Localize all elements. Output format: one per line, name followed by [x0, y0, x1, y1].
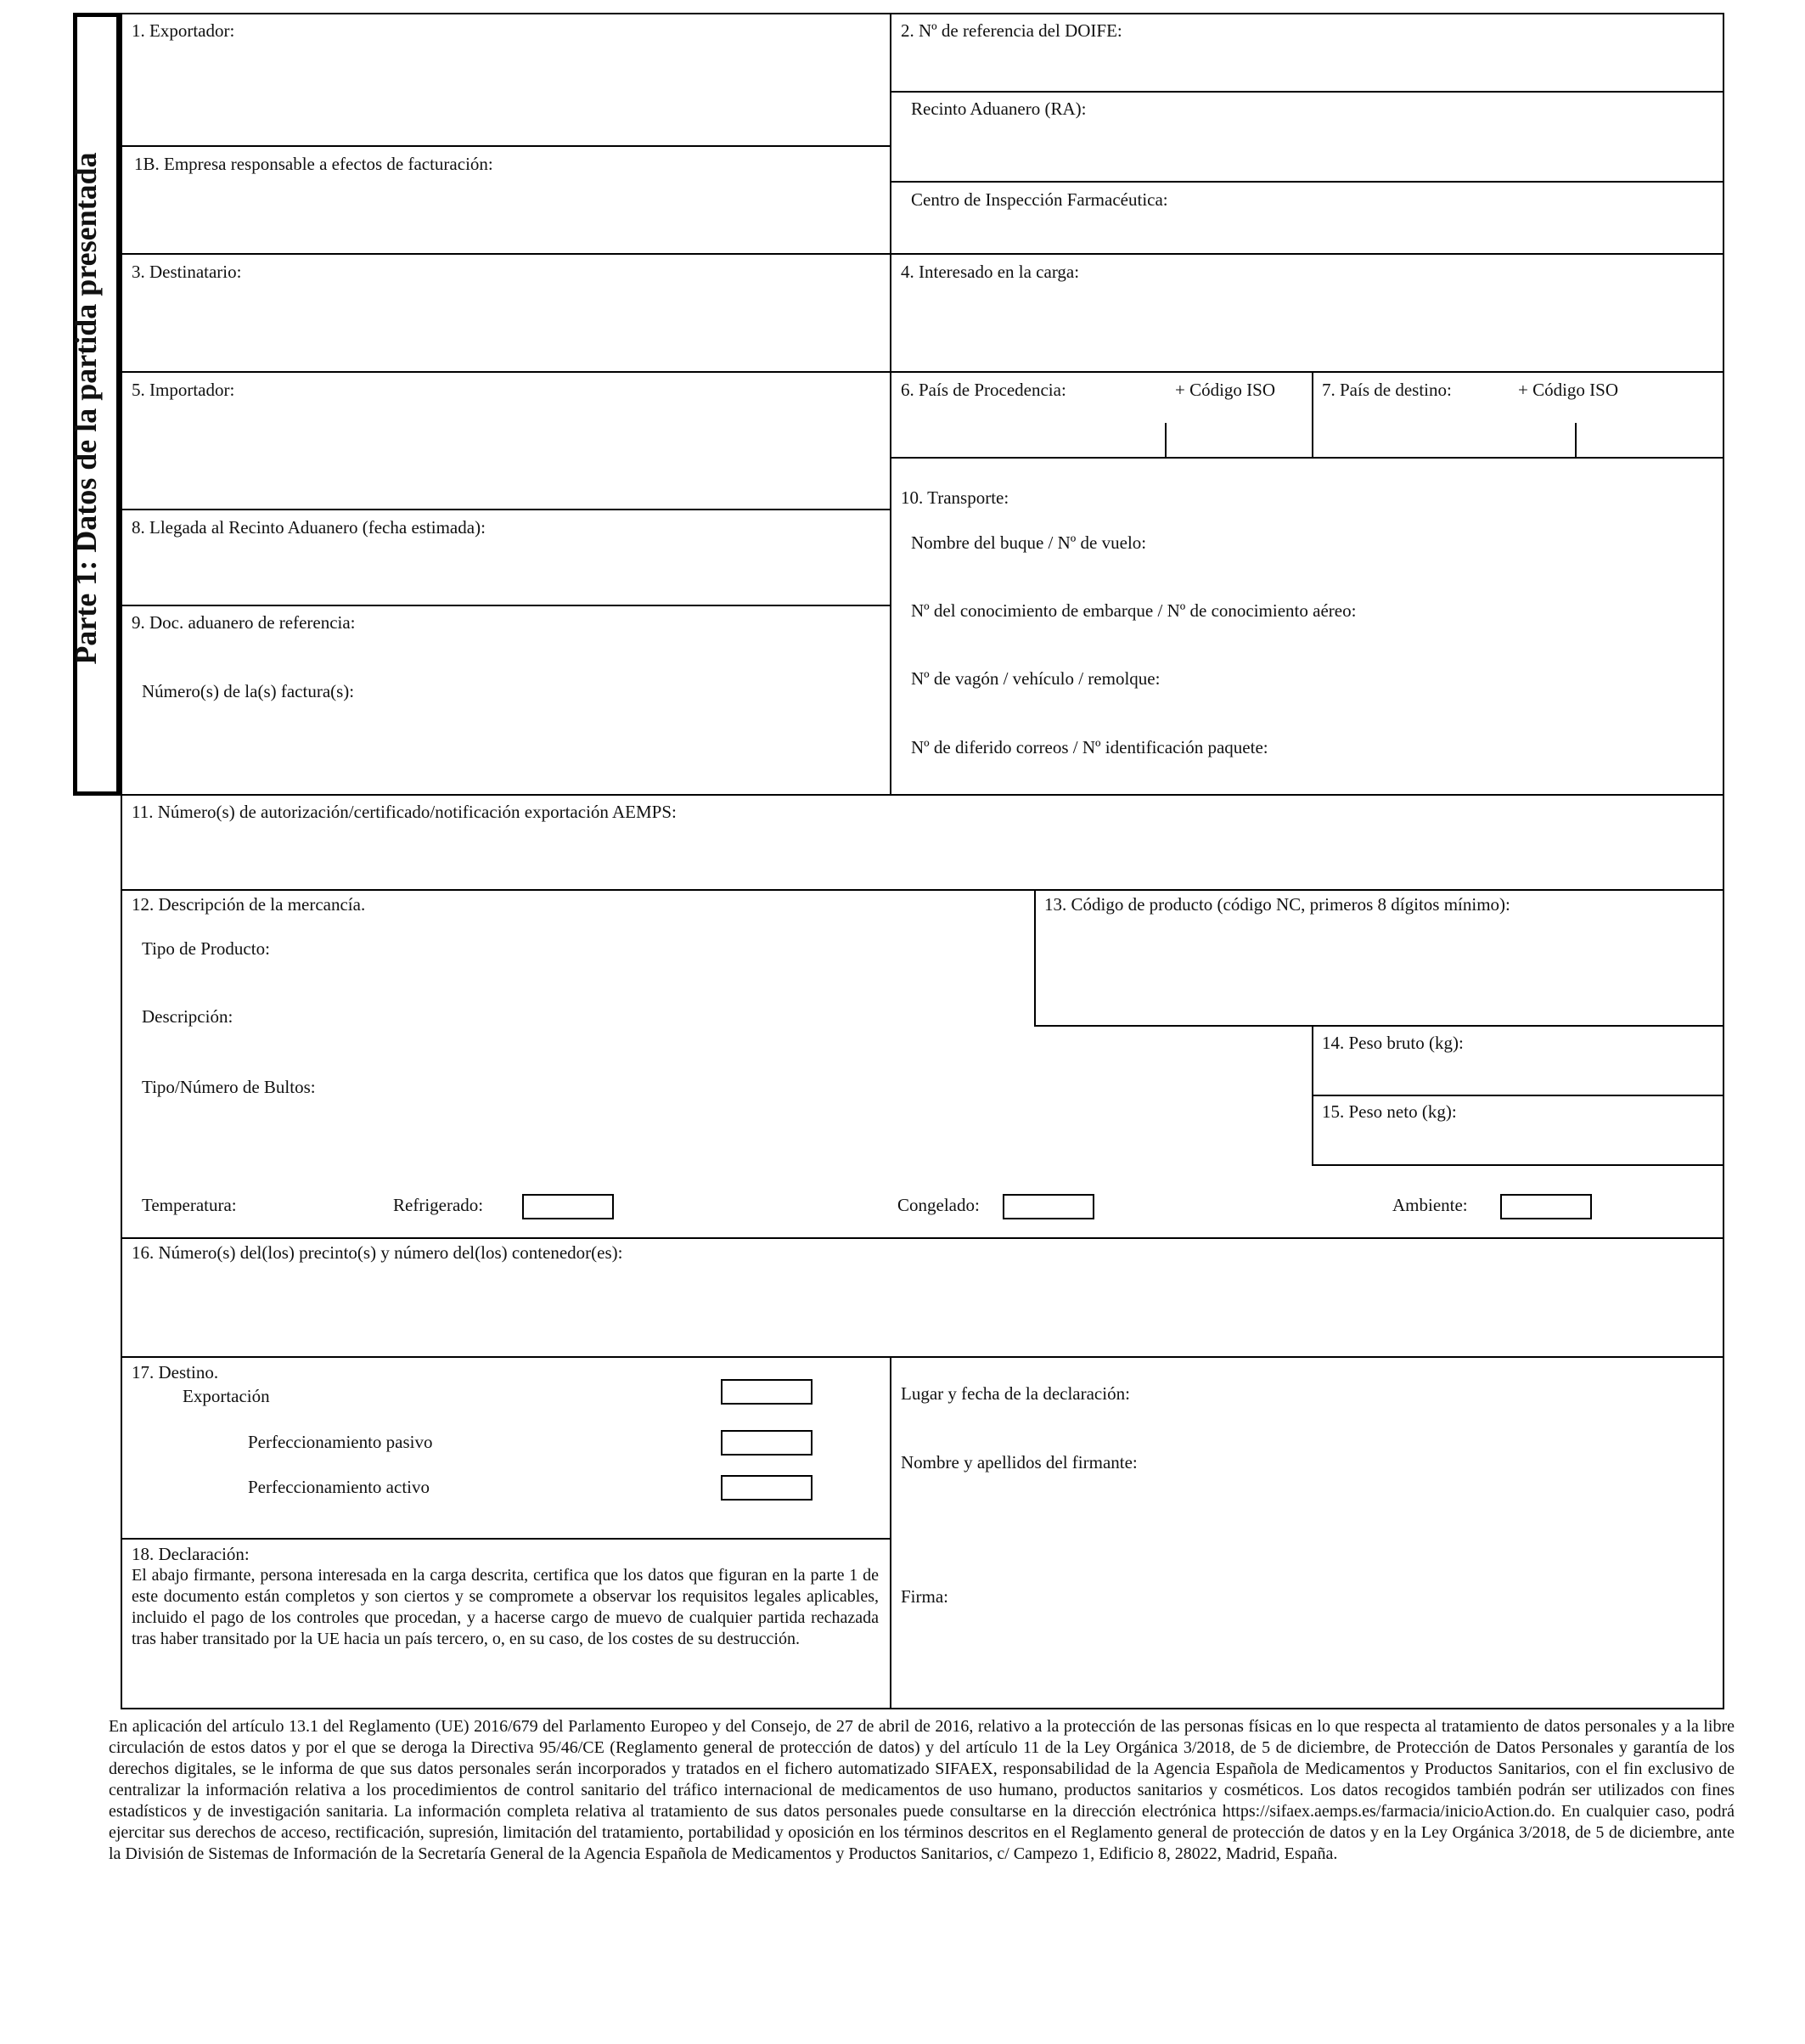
signature-label: Firma:	[901, 1586, 948, 1607]
declaration-label: 18. Declaración:	[132, 1544, 250, 1564]
customs-doc-label: 9. Doc. aduanero de referencia:	[132, 612, 356, 633]
importer-label: 5. Importador:	[132, 380, 235, 400]
export-label: Exportación	[183, 1386, 270, 1406]
authorization-label: 11. Número(s) de autorización/certificado/notificación exportación AEMPS:	[132, 802, 677, 822]
goods-description-label: 12. Descripción de la mercancía.	[132, 894, 366, 915]
invoice-numbers-label: Número(s) de la(s) factura(s):	[142, 681, 355, 701]
gross-weight-label: 14. Peso bruto (kg):	[1322, 1033, 1464, 1053]
destination-country-label: 7. País de destino:	[1322, 380, 1452, 400]
ambient-label: Ambiente:	[1392, 1195, 1468, 1215]
packages-label: Tipo/Número de Bultos:	[142, 1077, 316, 1097]
frozen-checkbox[interactable]	[1003, 1194, 1094, 1219]
postal-parcel-label: Nº de diferido correos / Nº identificación paquete:	[911, 737, 1268, 757]
refrigerated-label: Refrigerado:	[393, 1195, 484, 1215]
cargo-interested-label: 4. Interesado en la carga:	[901, 262, 1080, 282]
destination-purpose-label: 17. Destino.	[132, 1362, 219, 1382]
origin-iso-label: + Código ISO	[1175, 380, 1276, 400]
vessel-flight-label: Nombre del buque / Nº de vuelo:	[911, 532, 1147, 553]
data-protection-notice: En aplicación del artículo 13.1 del Reglamento (UE) 2016/679 del Parlamento Europeo y del Consejo, de 27 de abril de 2016, relativo a la protección de las personas físicas en lo que respecta al tratamiento de datos personales y a la libre circulación de estos datos y por el que se deroga la Directiva 95/46/CE (Reglamento general de protección de datos) y del artículo 11 de la Ley Orgánica 3/2018, de 5 de diciembre, de Protección de Datos Personales y garantía de los derechos digitales, se le informa de que sus datos personales serán incorporados y tratados en el fichero automatizado SIFAEX, responsabilidad de la Agencia Española de Medicamentos y Productos Sanitarios, con el fin exclusivo de centralizar la información relativa a los procedimientos de control sanitario del tráfico internacional de medicamentos de uso humano, productos sanitarios y cosméticos. Los datos recogidos también podrán ser utilizados con fines estadísticos y de investigación sanitaria. La información completa relativa al tratamiento de sus datos personales puede consultarse en la dirección electrónica https://sifaex.aemps.es/farmacia/inicioAction.do. En cualquier caso, podrá ejercitar sus derechos de acceso, rectificación, supresión, limitación del tratamiento, portabilidad y oposición en los términos descritos en el Reglamento general de protección de datos y en la Ley Orgánica 3/2018, de 5 de diciembre, ante la División de Sistemas de Información de la Secretaría General de la Agencia Española de Medicamentos y Productos Sanitarios, c/ Campezo 1, Edificio 8, 28022, Madrid, España.	[109, 1717, 1735, 1863]
active-processing-checkbox[interactable]	[721, 1475, 813, 1501]
place-date-label: Lugar y fecha de la declaración:	[901, 1383, 1130, 1404]
arrival-date-label: 8. Llegada al Recinto Aduanero (fecha estimada):	[132, 517, 486, 538]
signer-name-label: Nombre y apellidos del firmante:	[901, 1452, 1138, 1472]
part-title: Parte 1: Datos de la partida presentada	[69, 152, 103, 665]
destination-iso-label: + Código ISO	[1518, 380, 1619, 400]
seals-containers-label: 16. Número(s) del(los) precinto(s) y número del(los) contenedor(es):	[132, 1242, 623, 1263]
active-processing-label: Perfeccionamiento activo	[248, 1477, 430, 1497]
declaration-text: El abajo firmante, persona interesada en la carga descrita, certifica que los datos que figuran en la parte 1 de este documento están completos y son ciertos y se compromete a observar los requisitos legales aplicables, incluido el pago de los controles que procedan, y a hacerse cargo de muevo de cualquier partida rechazada tras haber transitado por la UE hacia un país tercero, o, en su caso, de los costes de su destrucción.	[132, 1566, 879, 1648]
ambient-checkbox[interactable]	[1500, 1194, 1592, 1219]
origin-country-label: 6. País de Procedencia:	[901, 380, 1066, 400]
wagon-vehicle-label: Nº de vagón / vehículo / remolque:	[911, 668, 1161, 689]
description-label: Descripción:	[142, 1006, 233, 1027]
product-type-label: Tipo de Producto:	[142, 938, 270, 959]
temperature-label: Temperatura:	[142, 1195, 237, 1215]
passive-processing-label: Perfeccionamiento pasivo	[248, 1432, 433, 1452]
consignee-label: 3. Destinatario:	[132, 262, 242, 282]
doife-reference-label: 2. Nº de referencia del DOIFE:	[901, 20, 1122, 41]
billing-company-label: 1B. Empresa responsable a efectos de facturación:	[134, 154, 493, 174]
export-checkbox[interactable]	[721, 1379, 813, 1405]
passive-processing-checkbox[interactable]	[721, 1430, 813, 1456]
exporter-label: 1. Exportador:	[132, 20, 235, 41]
frozen-label: Congelado:	[897, 1195, 980, 1215]
net-weight-label: 15. Peso neto (kg):	[1322, 1101, 1457, 1122]
product-code-label: 13. Código de producto (código NC, primeros 8 dígitos mínimo):	[1044, 894, 1510, 915]
transport-label: 10. Transporte:	[901, 487, 1009, 508]
refrigerated-checkbox[interactable]	[522, 1194, 614, 1219]
pharma-inspection-center-label: Centro de Inspección Farmacéutica:	[911, 189, 1168, 210]
customs-area-label: Recinto Aduanero (RA):	[911, 99, 1087, 119]
bill-of-lading-label: Nº del conocimiento de embarque / Nº de conocimiento aéreo:	[911, 600, 1357, 621]
part-title-box	[69, 13, 121, 796]
